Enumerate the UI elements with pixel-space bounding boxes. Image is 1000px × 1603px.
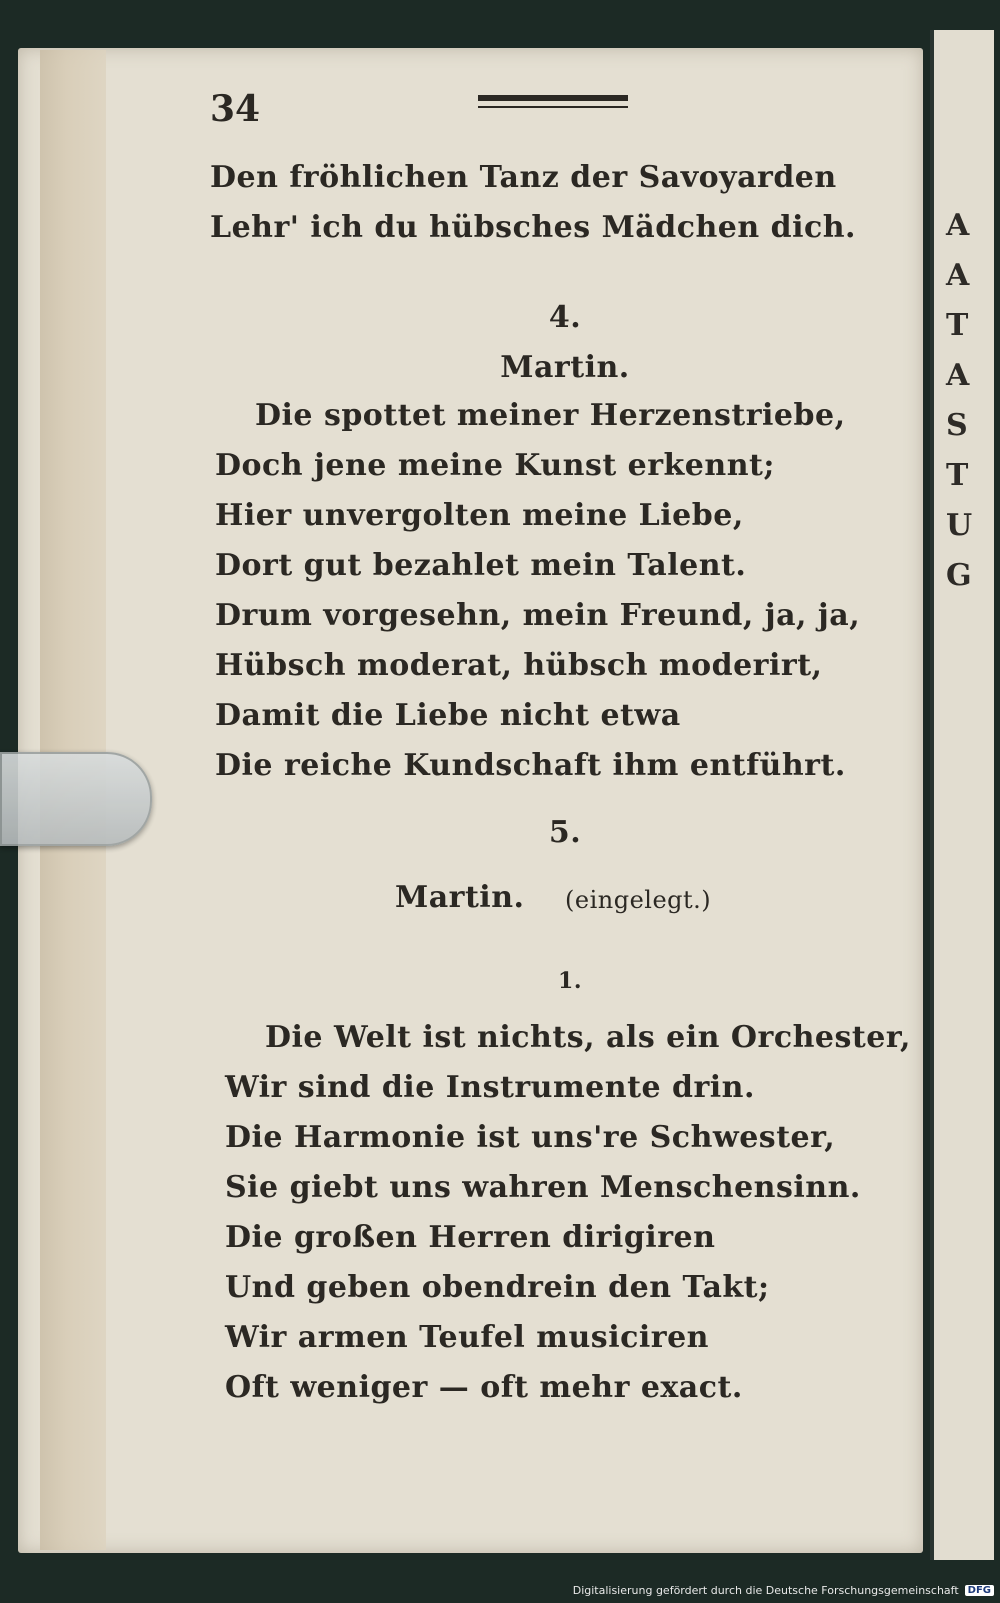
verse-line: Sie giebt uns wahren Menschensinn. <box>225 1170 861 1205</box>
verse-line: Hier unvergolten meine Liebe, <box>215 498 744 533</box>
verse-line: Wir sind die Instrumente drin. <box>225 1070 755 1105</box>
footer-credit <box>573 1581 994 1599</box>
verse-line: Hübsch moderat, hübsch moderirt, <box>215 648 823 683</box>
header-rule-thick <box>478 95 628 101</box>
header-rule-thin <box>478 106 628 108</box>
verse-line: Die Harmonie ist uns're Schwester, <box>225 1120 836 1155</box>
speaker-name: Martin. <box>500 350 630 385</box>
adjacent-page-fragment: S <box>946 408 968 443</box>
dfg-logo-icon: DFG <box>965 1585 994 1596</box>
page-clip <box>0 752 152 846</box>
adjacent-page-fragment: T <box>946 458 969 493</box>
verse-line: Drum vorgesehn, mein Freund, ja, ja, <box>215 598 861 633</box>
footer-credit-text: Digitalisierung gefördert durch die Deutsche Forschungsgemeinschaft <box>572 1583 959 1597</box>
stage-note: (eingelegt.) <box>565 886 712 914</box>
adjacent-page-fragment: G <box>946 558 972 593</box>
adjacent-page-fragment: A <box>946 208 970 243</box>
verse-line: Die reiche Kundschaft ihm entführt. <box>215 748 846 783</box>
verse-line: Die großen Herren dirigiren <box>225 1220 716 1255</box>
adjacent-page-fragment: T <box>946 308 969 343</box>
verse-line: Die spottet meiner Herzenstriebe, <box>255 398 846 433</box>
section-number: 4. <box>548 300 582 335</box>
speaker-name: Martin. <box>395 880 525 915</box>
verse-line: Oft weniger — oft mehr exact. <box>225 1370 743 1405</box>
verse-line: Die Welt ist nichts, als ein Orchester, <box>265 1020 911 1055</box>
verse-line: Wir armen Teufel musiciren <box>225 1320 709 1355</box>
section-number: 5. <box>548 815 582 850</box>
verse-number: 1. <box>558 968 582 994</box>
page-number: 34 <box>210 88 261 130</box>
text-line: Den fröhlichen Tanz der Savoyarden <box>210 160 837 195</box>
adjacent-page-fragment: A <box>946 258 970 293</box>
adjacent-page-fragment: U <box>946 508 973 543</box>
adjacent-page-fragment: A <box>946 358 970 393</box>
verse-line: Und geben obendrein den Takt; <box>225 1270 770 1305</box>
text-line: Lehr' ich du hübsches Mädchen dich. <box>210 210 857 245</box>
verse-line: Dort gut bezahlet mein Talent. <box>215 548 747 583</box>
verse-line: Doch jene meine Kunst erkennt; <box>215 448 775 483</box>
verse-line: Damit die Liebe nicht etwa <box>215 698 681 733</box>
